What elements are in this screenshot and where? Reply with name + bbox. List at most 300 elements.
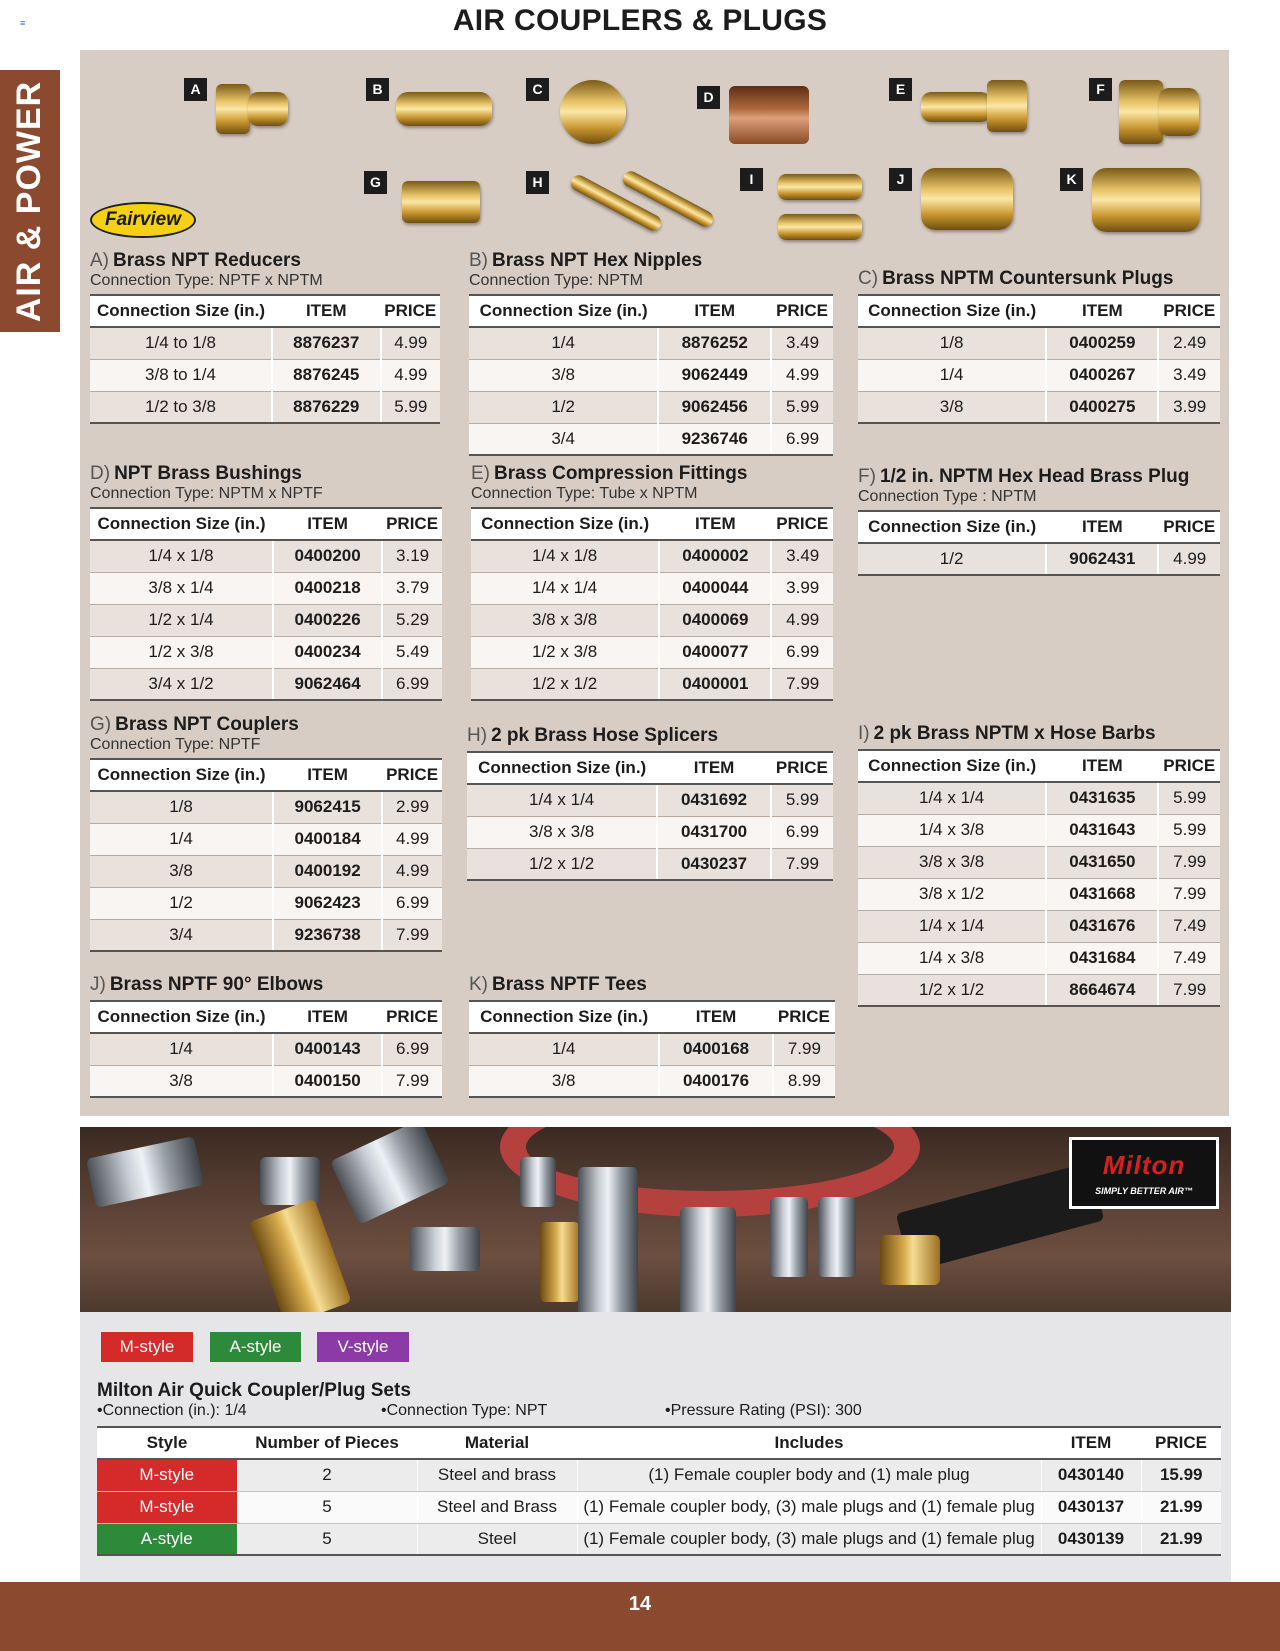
section-c-letter: C) [858, 268, 879, 289]
plug-fitting-icon [260, 1157, 320, 1205]
price-cell: 2.99 [382, 791, 442, 823]
size-cell: 1/2 [858, 543, 1046, 575]
col-item: ITEM [659, 1001, 772, 1033]
item-cell: 0400044 [659, 572, 771, 604]
fairview-logo: Fairview [90, 202, 196, 238]
table-row [471, 636, 833, 668]
style-cell: A-style [97, 1523, 237, 1555]
table-row [97, 1459, 1221, 1491]
item-cell: 0400069 [659, 604, 771, 636]
table-row [471, 668, 833, 700]
price-cell: 4.99 [382, 855, 442, 887]
price-table [858, 749, 1220, 1007]
item-cell: 0430137 [1041, 1491, 1141, 1523]
col-item: ITEM [657, 752, 770, 784]
product-image-k [1060, 168, 1205, 236]
countersunk-plug-icon [560, 80, 626, 144]
item-cell: 0400234 [273, 636, 382, 668]
bullet-connection-type: •Connection Type: NPT [381, 1402, 548, 1419]
section-a-letter: A) [90, 250, 109, 271]
price-cell: 3.79 [382, 572, 442, 604]
table-row [90, 1033, 442, 1065]
table-row [467, 784, 833, 816]
table-row [858, 543, 1220, 575]
section-g-title [90, 714, 442, 736]
col-size: Connection Size (in.) [471, 508, 659, 540]
item-cell: 9062456 [658, 391, 771, 423]
table-row [469, 423, 833, 455]
table-row [858, 878, 1220, 910]
col-price: PRICE [1141, 1427, 1221, 1459]
section-j-name: Brass NPTF 90° Elbows [109, 974, 324, 995]
size-cell: 3/8 x 3/8 [858, 846, 1046, 878]
coupler-fitting-icon [86, 1136, 204, 1208]
price-cell: 5.99 [1158, 814, 1220, 846]
section-d-letter: D) [90, 463, 111, 484]
label-c: C [526, 78, 549, 101]
price-cell: 6.99 [771, 636, 833, 668]
section-k-name: Brass NPTF Tees [492, 974, 647, 995]
col-item: ITEM [273, 759, 382, 791]
price-cell: 5.99 [771, 784, 833, 816]
price-table [90, 507, 442, 701]
label-g: G [364, 171, 387, 194]
section-j-title [90, 974, 442, 996]
reducer-hex-icon [216, 84, 250, 134]
price-cell: 4.99 [771, 604, 833, 636]
size-cell: 3/8 x 3/8 [467, 816, 657, 848]
section-e [471, 463, 833, 701]
section-b-name: Brass NPT Hex Nipples [492, 250, 703, 271]
item-cell: 9062464 [273, 668, 382, 700]
col-price: PRICE [773, 1001, 835, 1033]
size-cell: 1/4 x 3/8 [858, 942, 1046, 974]
size-cell: 1/2 to 3/8 [90, 391, 272, 423]
price-table [471, 507, 833, 701]
col-item: ITEM [272, 295, 381, 327]
size-cell: 1/4 x 1/4 [858, 782, 1046, 814]
page-number: 14 [0, 1582, 1280, 1651]
item-cell: 9236738 [273, 919, 382, 951]
brass-coupler-icon [248, 1198, 351, 1312]
air-hose-icon [500, 1127, 920, 1217]
size-cell: 3/8 x 3/8 [471, 604, 659, 636]
item-cell: 0431700 [657, 816, 770, 848]
item-cell: 0431668 [1046, 878, 1158, 910]
section-e-name: Brass Compression Fittings [494, 463, 748, 484]
section-a-subtitle: Connection Type: NPTF x NPTM [90, 272, 323, 289]
section-g [90, 714, 442, 952]
col-price: PRICE [1158, 295, 1220, 327]
section-d-name: NPT Brass Bushings [114, 463, 302, 484]
col-price: PRICE [382, 1001, 442, 1033]
col-price: PRICE [382, 759, 442, 791]
brass-plug-icon [540, 1222, 580, 1302]
size-cell: 1/4 x 1/4 [467, 784, 657, 816]
section-f [858, 466, 1220, 576]
style-chip-v: V-style [317, 1332, 409, 1362]
style-chip-a: A-style [210, 1332, 301, 1362]
section-c [858, 268, 1220, 424]
price-cell: 6.99 [771, 423, 833, 455]
price-cell: 7.99 [773, 1033, 835, 1065]
table-row [90, 604, 442, 636]
hose-barb-icon [778, 174, 862, 200]
section-d-subtitle: Connection Type: NPTM x NPTF [90, 485, 323, 502]
label-j: J [889, 168, 912, 191]
section-e-subtitle: Connection Type: Tube x NPTM [471, 485, 698, 502]
section-k [469, 974, 835, 1098]
price-cell: 7.99 [1158, 846, 1220, 878]
size-cell: 3/4 [469, 423, 658, 455]
col-material: Material [417, 1427, 577, 1459]
price-cell: 4.99 [1158, 543, 1220, 575]
side-tab [0, 70, 60, 332]
table-row [858, 942, 1220, 974]
price-cell: 4.99 [381, 359, 441, 391]
hose-brass-end-icon [880, 1235, 940, 1285]
coupler-icon-2 [680, 1207, 736, 1312]
section-i-letter: I) [858, 723, 870, 744]
section-f-title [858, 466, 1220, 488]
col-price: PRICE [1158, 511, 1220, 543]
section-f-name: 1/2 in. NPTM Hex Head Brass Plug [879, 466, 1190, 487]
material-cell: Steel [417, 1523, 577, 1555]
hex-plug-icon [410, 1227, 480, 1271]
section-a [90, 250, 440, 424]
table-row [97, 1523, 1221, 1555]
milton-logo-tagline: SIMPLY BETTER AIR™ [1095, 1186, 1193, 1196]
price-cell: 4.99 [381, 327, 441, 359]
menu-icon: ≡ [20, 18, 26, 28]
price-cell: 6.99 [382, 887, 442, 919]
item-cell: 0431692 [657, 784, 770, 816]
coupler-icon [402, 181, 480, 223]
size-cell: 1/4 [90, 1033, 273, 1065]
pieces-cell: 5 [237, 1491, 417, 1523]
size-cell: 3/8 [469, 1065, 659, 1097]
col-price: PRICE [1158, 750, 1220, 782]
col-item: ITEM [659, 508, 771, 540]
milton-bullets [97, 1402, 1221, 1422]
size-cell: 3/8 to 1/4 [90, 359, 272, 391]
size-cell: 1/4 x 3/8 [858, 814, 1046, 846]
col-price: PRICE [771, 752, 833, 784]
col-size: Connection Size (in.) [467, 752, 657, 784]
size-cell: 3/8 [90, 1065, 273, 1097]
section-b-letter: B) [469, 250, 488, 271]
price-cell: 5.99 [771, 391, 833, 423]
table-row [467, 816, 833, 848]
item-cell: 0400226 [273, 604, 382, 636]
size-cell: 1/2 x 3/8 [471, 636, 659, 668]
table-row [90, 540, 442, 572]
price-table [90, 758, 442, 952]
price-table [469, 1000, 835, 1098]
size-cell: 1/2 x 1/2 [858, 974, 1046, 1006]
col-price: PRICE [771, 508, 833, 540]
col-item: ITEM [1046, 750, 1158, 782]
price-cell: 7.99 [1158, 974, 1220, 1006]
price-cell: 5.99 [1158, 782, 1220, 814]
col-size: Connection Size (in.) [858, 295, 1046, 327]
price-cell: 5.49 [382, 636, 442, 668]
label-d: D [697, 86, 720, 109]
hex-nipple-icon [396, 92, 492, 126]
price-cell: 3.49 [771, 327, 833, 359]
section-h-name: 2 pk Brass Hose Splicers [491, 725, 719, 746]
table-row [90, 327, 440, 359]
table-row [469, 1033, 835, 1065]
size-cell: 1/8 [858, 327, 1046, 359]
size-cell: 1/2 x 1/2 [467, 848, 657, 880]
table-row [858, 974, 1220, 1006]
section-j-letter: J) [90, 974, 106, 995]
price-cell: 7.49 [1158, 910, 1220, 942]
side-tab-label: AIR & POWER [10, 80, 49, 322]
product-image-e [889, 78, 1039, 136]
product-image-d [697, 86, 817, 146]
style-chip-m: M-style [101, 1332, 193, 1362]
section-c-title [858, 268, 1220, 290]
col-item: ITEM [273, 1001, 382, 1033]
col-includes: Includes [577, 1427, 1041, 1459]
price-cell: 3.99 [1158, 391, 1220, 423]
col-size: Connection Size (in.) [90, 295, 272, 327]
item-cell: 0431643 [1046, 814, 1158, 846]
size-cell: 1/2 [469, 391, 658, 423]
label-e: E [889, 78, 912, 101]
table-row [471, 604, 833, 636]
col-size: Connection Size (in.) [858, 750, 1046, 782]
col-size: Connection Size (in.) [90, 759, 273, 791]
size-cell: 1/4 [469, 327, 658, 359]
price-table [90, 1000, 442, 1098]
label-k: K [1060, 168, 1083, 191]
table-row [469, 359, 833, 391]
table-row [469, 1065, 835, 1097]
price-table [858, 294, 1220, 424]
table-row [858, 910, 1220, 942]
size-cell: 1/4 x 1/4 [471, 572, 659, 604]
table-row [90, 391, 440, 423]
col-price: PRICE [771, 295, 833, 327]
product-image-j [889, 168, 1019, 234]
section-g-letter: G) [90, 714, 112, 735]
section-h-title [467, 725, 833, 747]
price-cell: 7.99 [382, 1065, 442, 1097]
item-cell: 8876237 [272, 327, 381, 359]
col-size: Connection Size (in.) [469, 1001, 659, 1033]
item-cell: 9062431 [1046, 543, 1158, 575]
item-cell: 0430139 [1041, 1523, 1141, 1555]
price-cell: 7.49 [1158, 942, 1220, 974]
includes-cell: (1) Female coupler body, (3) male plugs and (1) female plug [577, 1491, 1041, 1523]
table-row [467, 848, 833, 880]
item-cell: 0431635 [1046, 782, 1158, 814]
item-cell: 0400168 [659, 1033, 772, 1065]
price-cell: 2.49 [1158, 327, 1220, 359]
item-cell: 0400001 [659, 668, 771, 700]
product-image-a [184, 78, 304, 138]
price-cell: 4.99 [382, 823, 442, 855]
price-cell: 3.49 [1158, 359, 1220, 391]
table-row [90, 791, 442, 823]
item-cell: 9062449 [658, 359, 771, 391]
table-row [858, 391, 1220, 423]
col-size: Connection Size (in.) [858, 511, 1046, 543]
section-k-letter: K) [469, 974, 488, 995]
item-cell: 0400143 [273, 1033, 382, 1065]
section-k-title [469, 974, 835, 996]
item-cell: 0400002 [659, 540, 771, 572]
table-row [469, 327, 833, 359]
item-cell: 8664674 [1046, 974, 1158, 1006]
plug-icon-3 [818, 1197, 856, 1277]
size-cell: 1/4 x 1/8 [90, 540, 273, 572]
item-cell: 8876252 [658, 327, 771, 359]
section-f-letter: F) [858, 466, 876, 487]
col-item: ITEM [1046, 295, 1158, 327]
item-cell: 0400176 [659, 1065, 772, 1097]
milton-table [97, 1426, 1221, 1556]
item-cell: 0400184 [273, 823, 382, 855]
item-cell: 0431650 [1046, 846, 1158, 878]
price-cell: 8.99 [773, 1065, 835, 1097]
table-row [471, 572, 833, 604]
table-row [90, 823, 442, 855]
col-pieces: Number of Pieces [237, 1427, 417, 1459]
size-cell: 3/4 x 1/2 [90, 668, 273, 700]
size-cell: 1/4 [90, 823, 273, 855]
section-e-title [471, 463, 833, 485]
size-cell: 3/4 [90, 919, 273, 951]
price-cell: 6.99 [382, 668, 442, 700]
section-f-subtitle: Connection Type : NPTM [858, 488, 1037, 505]
milton-title: Milton Air Quick Coupler/Plug Sets [97, 1380, 411, 1401]
item-cell: 0431676 [1046, 910, 1158, 942]
section-a-title [90, 250, 440, 272]
col-item: ITEM [658, 295, 771, 327]
size-cell: 1/8 [90, 791, 273, 823]
plug-thread-icon [1159, 88, 1199, 136]
product-image-f [1089, 78, 1204, 146]
page-title: AIR COUPLERS & PLUGS [452, 4, 828, 37]
price-table [858, 510, 1220, 576]
price-cell: 3.49 [771, 540, 833, 572]
section-g-subtitle: Connection Type: NPTF [90, 736, 261, 753]
item-cell: 0431684 [1046, 942, 1158, 974]
table-row [90, 668, 442, 700]
bushing-icon [729, 86, 809, 144]
size-cell: 1/4 x 1/8 [471, 540, 659, 572]
item-cell: 0400077 [659, 636, 771, 668]
item-cell: 9062423 [273, 887, 382, 919]
product-image-i [740, 168, 865, 246]
table-row [858, 846, 1220, 878]
table-row [90, 887, 442, 919]
item-cell: 0400267 [1046, 359, 1158, 391]
section-j [90, 974, 442, 1098]
section-h [467, 725, 833, 881]
bullet-connection: •Connection (in.): 1/4 [97, 1402, 247, 1419]
item-cell: 0400150 [273, 1065, 382, 1097]
item-cell: 9062415 [273, 791, 382, 823]
table-row [90, 855, 442, 887]
col-size: Connection Size (in.) [90, 1001, 273, 1033]
price-cell: 5.99 [381, 391, 441, 423]
item-cell: 0430237 [657, 848, 770, 880]
label-b: B [366, 78, 389, 101]
table-row [90, 572, 442, 604]
item-cell: 0400259 [1046, 327, 1158, 359]
section-i [858, 723, 1220, 1007]
hose-barb-icon-2 [778, 214, 862, 240]
includes-cell: (1) Female coupler body and (1) male plug [577, 1459, 1041, 1491]
milton-sets [97, 1380, 1221, 1556]
col-size: Connection Size (in.) [90, 508, 273, 540]
elbow-icon [921, 168, 1013, 230]
label-f: F [1089, 78, 1112, 101]
product-image-g [364, 171, 484, 231]
pieces-cell: 2 [237, 1459, 417, 1491]
price-cell: 5.29 [382, 604, 442, 636]
milton-section [80, 1312, 1231, 1588]
price-cell: 3.99 [771, 572, 833, 604]
section-e-letter: E) [471, 463, 490, 484]
compression-nut-icon [987, 80, 1027, 132]
table-row [90, 1065, 442, 1097]
table-row [858, 782, 1220, 814]
col-style: Style [97, 1427, 237, 1459]
price-cell: 6.99 [771, 816, 833, 848]
size-cell: 1/2 x 3/8 [90, 636, 273, 668]
section-a-name: Brass NPT Reducers [113, 250, 301, 271]
price-cell: 15.99 [1141, 1459, 1221, 1491]
size-cell: 3/8 [469, 359, 658, 391]
table-row [858, 359, 1220, 391]
item-cell: 0400200 [273, 540, 382, 572]
section-b [469, 250, 833, 456]
milton-logo [1069, 1137, 1219, 1209]
material-cell: Steel and Brass [417, 1491, 577, 1523]
item-cell: 8876245 [272, 359, 381, 391]
tee-icon [1092, 168, 1200, 232]
size-cell: 1/4 [858, 359, 1046, 391]
price-cell: 3.19 [382, 540, 442, 572]
price-cell: 7.99 [1158, 878, 1220, 910]
item-cell: 8876229 [272, 391, 381, 423]
size-cell: 1/2 [90, 887, 273, 919]
col-price: PRICE [381, 295, 441, 327]
hex-head-icon [1119, 80, 1163, 144]
price-table [469, 294, 833, 456]
milton-logo-name: Milton [1102, 1150, 1186, 1180]
style-cell: M-style [97, 1491, 237, 1523]
pieces-cell: 5 [237, 1523, 417, 1555]
label-a: A [184, 78, 207, 101]
style-cell: M-style [97, 1459, 237, 1491]
price-table [90, 294, 440, 424]
table-row [471, 540, 833, 572]
col-item: ITEM [1041, 1427, 1141, 1459]
table-row [90, 359, 440, 391]
milton-table-body [97, 1459, 1221, 1555]
item-cell: 0400275 [1046, 391, 1158, 423]
price-cell: 7.99 [771, 848, 833, 880]
size-cell: 3/8 [90, 855, 273, 887]
reducer-thread-icon [248, 92, 288, 126]
